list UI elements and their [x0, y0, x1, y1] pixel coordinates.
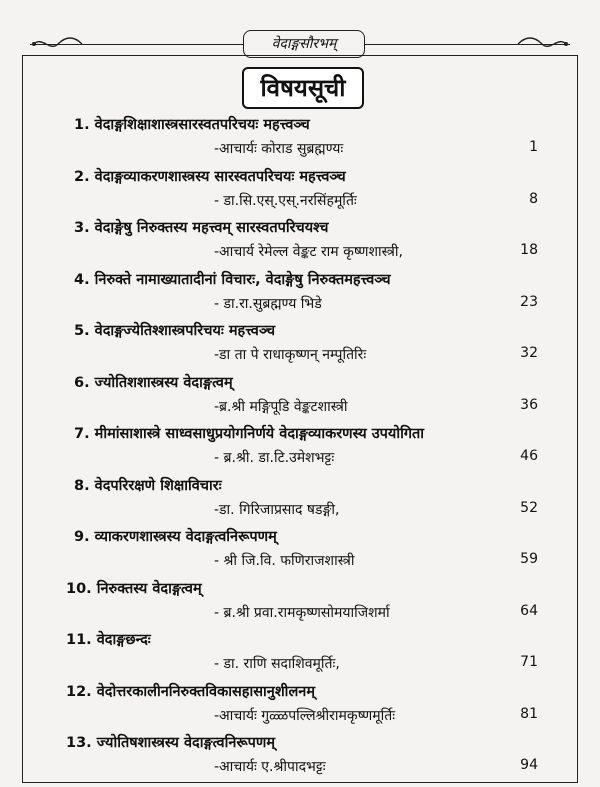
toc-entry-author: -डा. गिरिजाप्रसाद षडङ्गी, — [214, 501, 340, 518]
toc-entry-page-number: 71 — [520, 654, 538, 670]
toc-entry-title — [74, 526, 277, 546]
toc-entry-title-text: व्याकरणशास्त्रस्य वेदाङ्गत्वनिरूपणम् — [94, 529, 277, 545]
toc-entry-title — [66, 629, 151, 649]
toc-entry-title — [74, 114, 310, 134]
toc-entry-page-number: 32 — [520, 345, 538, 361]
toc-entry-page-number: 8 — [529, 190, 538, 207]
toc-entry-title-text: निरुक्तस्य वेदाङ्गत्वम् — [96, 580, 202, 597]
left-flourish-icon — [30, 36, 110, 52]
toc-entry-author: - डा. राणि सदाशिवमूर्तिः, — [214, 656, 340, 672]
toc-entry-author: -आचार्यः ए.श्रीपादभट्टः — [214, 759, 326, 775]
toc-entry-author: -आचार्यः गुळ्ळपल्लिश्रीरामकृष्णमूर्तिः — [214, 707, 396, 724]
toc-entry-author: -आचार्यः कोराड सुब्रह्मण्यः — [214, 141, 344, 157]
toc-entry-title-text: वेदाङ्गशिक्षाशास्त्रसारस्वतपरिचयः महत्त्वञ्च — [94, 117, 310, 133]
toc-entry-title-text: वेदाङ्गज्येतिश्शास्त्रपरिचयः महत्त्वञ्च — [94, 323, 276, 339]
toc-entry-author: - डा.सि.एस्.एस्.नरसिंहमूर्तिः — [214, 192, 357, 209]
toc-entry-page-number: 59 — [520, 551, 538, 567]
toc-entry-number: 11. — [66, 632, 92, 648]
toc-entry-title — [66, 732, 275, 752]
toc-entry-number: 3. — [74, 220, 90, 236]
toc-entry-page-number: 46 — [520, 448, 538, 464]
toc-entry-page-number: 23 — [520, 293, 538, 310]
toc-entry-author: -आचार्य रेमेल्ल वेङ्कट राम कृष्णशास्त्री, — [214, 244, 403, 260]
toc-entry-title-text: वेदाङ्गेषु निरुक्तस्य महत्त्वम् सारस्वतपरिचयश्च — [94, 220, 329, 236]
toc-entry-number: 5. — [74, 323, 90, 339]
toc-entry-page-number: 52 — [520, 499, 538, 516]
toc-entry-title — [66, 681, 315, 701]
toc-entry-title-text: वेदोत्तरकालीननिरुक्तविकासहासानुशीलनम् — [96, 683, 315, 700]
toc-entry-author: - ब्र.श्री प्रवा.रामकृष्णसोमयाजिशर्मा — [214, 604, 390, 621]
toc-entry-title-text: वेदपरिरक्षणे शिक्षाविचारः — [94, 477, 222, 494]
toc-entry-author: - ब्र.श्री. डा.टि.उमेशभट्टः — [214, 450, 335, 466]
toc-entry-title — [74, 475, 222, 495]
toc-entry-title — [74, 423, 424, 443]
toc-entry-number: 7. — [74, 426, 90, 442]
toc-entry-number: 4. — [74, 271, 90, 288]
toc-entry-title-text: वेदाङ्गव्याकरणशास्त्रस्य सारस्वतपरिचयः महत्त्वञ्च — [94, 168, 346, 185]
toc-entry-page-number: 36 — [520, 396, 538, 413]
toc-entry-title-text: ज्योतिषशास्त्रस्य वेदाङ्गत्वनिरूपणम् — [96, 735, 276, 751]
toc-entry-number: 13. — [66, 735, 92, 751]
toc-entry-title-text: वेदाङ्गछन्दः — [96, 632, 151, 648]
toc-entry-author: -ब्र.श्री मङ्गिपूडि वेङ्कटशास्त्री — [214, 398, 348, 415]
toc-entry-number: 9. — [74, 529, 90, 545]
running-header-title: वेदाङ्गसौरभम् — [243, 30, 365, 58]
toc-entry-number: 12. — [66, 683, 92, 700]
toc-entry-title — [74, 166, 346, 186]
page-frame — [22, 55, 578, 783]
toc-entry-title — [74, 320, 275, 340]
toc-entry-title-text: ज्योतिशशास्त्रस्य वेदाङ्गत्वम् — [94, 374, 233, 391]
toc-entry-page-number: 64 — [520, 602, 538, 619]
toc-entry-title-text: निरुक्ते नामाख्यातादीनां विचारः, वेदाङ्गेषु निरुक्तमहत्त्वञ्च — [94, 271, 391, 288]
toc-entry-author: - श्री जि.वि. फणिराजशास्त्री — [214, 553, 355, 569]
toc-entry-page-number: 94 — [520, 757, 538, 773]
toc-entry-number: 1. — [74, 117, 90, 133]
right-flourish-icon — [490, 36, 570, 52]
toc-entry-number: 8. — [74, 477, 90, 494]
toc-entry-title — [74, 372, 233, 392]
toc-entry-number: 2. — [74, 168, 90, 185]
toc-entry-title — [74, 269, 391, 289]
toc-entry-number: 10. — [66, 580, 92, 597]
toc-entry-title — [66, 578, 202, 598]
toc-entry-page-number: 1 — [529, 139, 538, 155]
toc-entry-page-number: 18 — [520, 242, 538, 258]
toc-entry-author: - डा.रा.सुब्रह्मण्य भिडे — [214, 295, 322, 312]
toc-entry-number: 6. — [74, 374, 90, 391]
toc-entry-title — [74, 217, 329, 237]
toc-entry-page-number: 81 — [520, 705, 538, 722]
toc-entry-author: -डा ता पे राधाकृष्णन् नम्पूतिरिः — [214, 347, 367, 363]
toc-entry-title-text: मीमांसाशास्त्रे साध्वसाधुप्रयोगनिर्णये वेदाङ्गव्याकरणस्य उपयोगिता — [94, 426, 425, 442]
toc-title: विषयसूची — [242, 67, 364, 109]
